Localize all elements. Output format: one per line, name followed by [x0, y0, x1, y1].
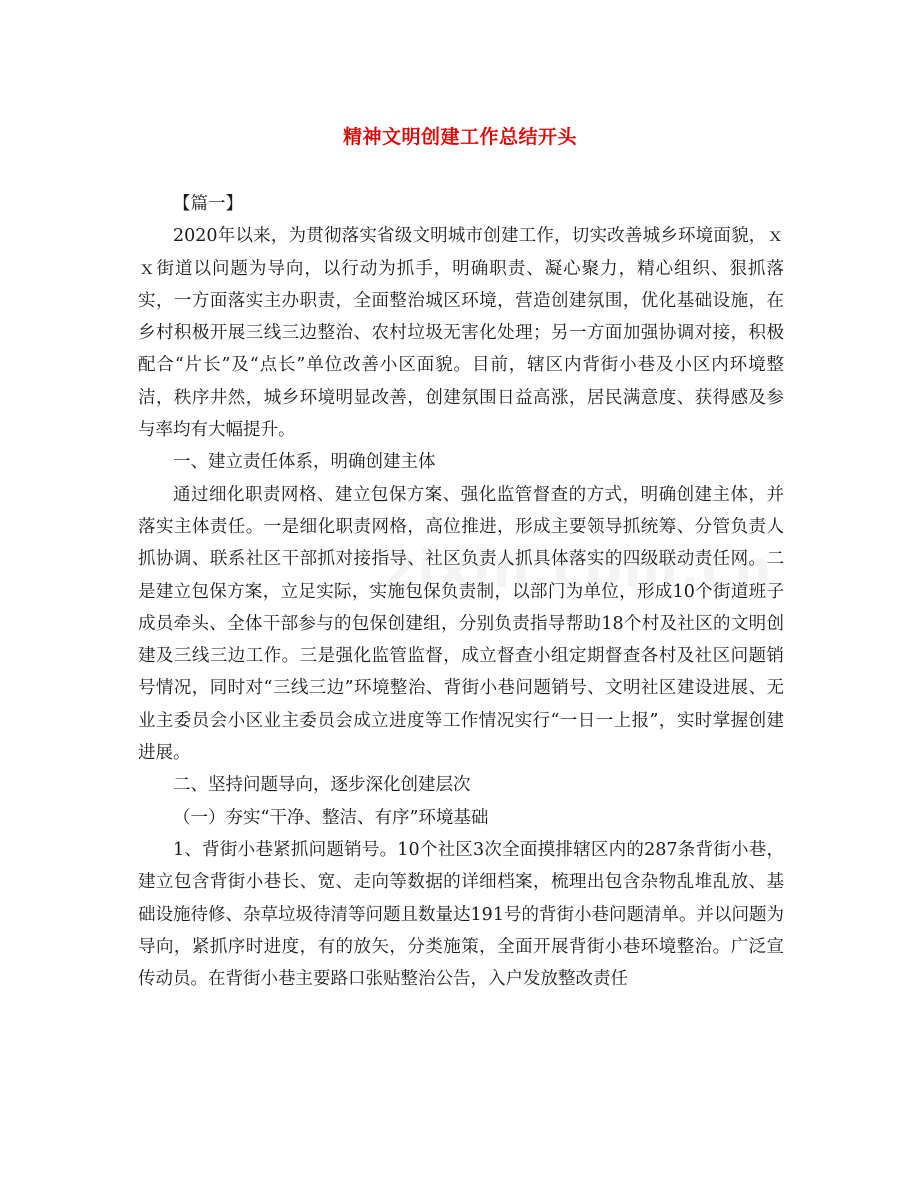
- section-heading-2: 二、坚持问题导向，逐步深化创建层次: [173, 775, 471, 796]
- section-heading-1: 一、建立责任体系，明确创建主体: [173, 452, 436, 473]
- paragraph-subsection-1: 1、背街小巷紧抓问题销号。10个社区3次全面摸排辖区内的287条背街小巷，建立包含背街小巷长、宽、走向等数据的详细档案，梳理出包含杂物乱堆乱放、基础设施待修、杂草垃圾待清等问题且数量达191号的背街小巷问题清单。并以问题为导向，紧抓序时进度，有的放矢，分类施策，全面开展背街小巷环境整治。广泛宣传动员。在背街小巷主要路口张贴整治公告，入户发放整改责任: [138, 839, 784, 990]
- document-body: [138, 188, 784, 995]
- paragraph-section-1: 通过细化职责网格、建立包保方案、强化监管督查的方式，明确创建主体，并落实主体责任。一是细化职责网格，高位推进，形成主要领导抓统筹、分管负责人抓协调、联系社区干部抓对接指导、社区负责人抓具体落实的四级联动责任网。二是建立包保方案，立足实际，实施包保负责制，以部门为单位，形成10个街道班子成员牵头、全体干部参与的包保创建组，分别负责指导帮助18个村及社区的文明创建及三线三边工作。三是强化监管监督，成立督查小组定期督查各村及社区问题销号情况，同时对“三线三边”环境整治、背街小巷问题销号、文明社区建设进展、无业主委员会小区业主委员会成立进度等工作情况实行“一日一上报”，实时掌握创建进展。: [138, 484, 784, 764]
- paragraph-part-label: 【篇一】: [173, 194, 243, 214]
- document-title: 精神文明创建工作总结开头: [342, 126, 577, 148]
- paragraph-intro: 2020年以来，为贯彻落实省级文明城市创建工作，切实改善城乡环境面貌，ｘｘ街道以问题为导向，以行动为抓手，明确职责、凝心聚力，精心组织、狠抓落实，一方面落实主办职责，全面整治城区环境，营造创建氛围，优化基础设施，在乡村积极开展三线三边整治、农村垃圾无害化处理；另一方面加强协调对接，积极配合“片长”及“点长”单位改善小区面貌。目前，辖区内背街小巷及小区内环境整洁，秩序井然，城乡环境明显改善，创建氛围日益高涨，居民满意度、获得感及参与率均有大幅提升。: [138, 226, 784, 441]
- subsection-heading-1: （一）夯实“干净、整洁、有序”环境基础: [173, 807, 489, 828]
